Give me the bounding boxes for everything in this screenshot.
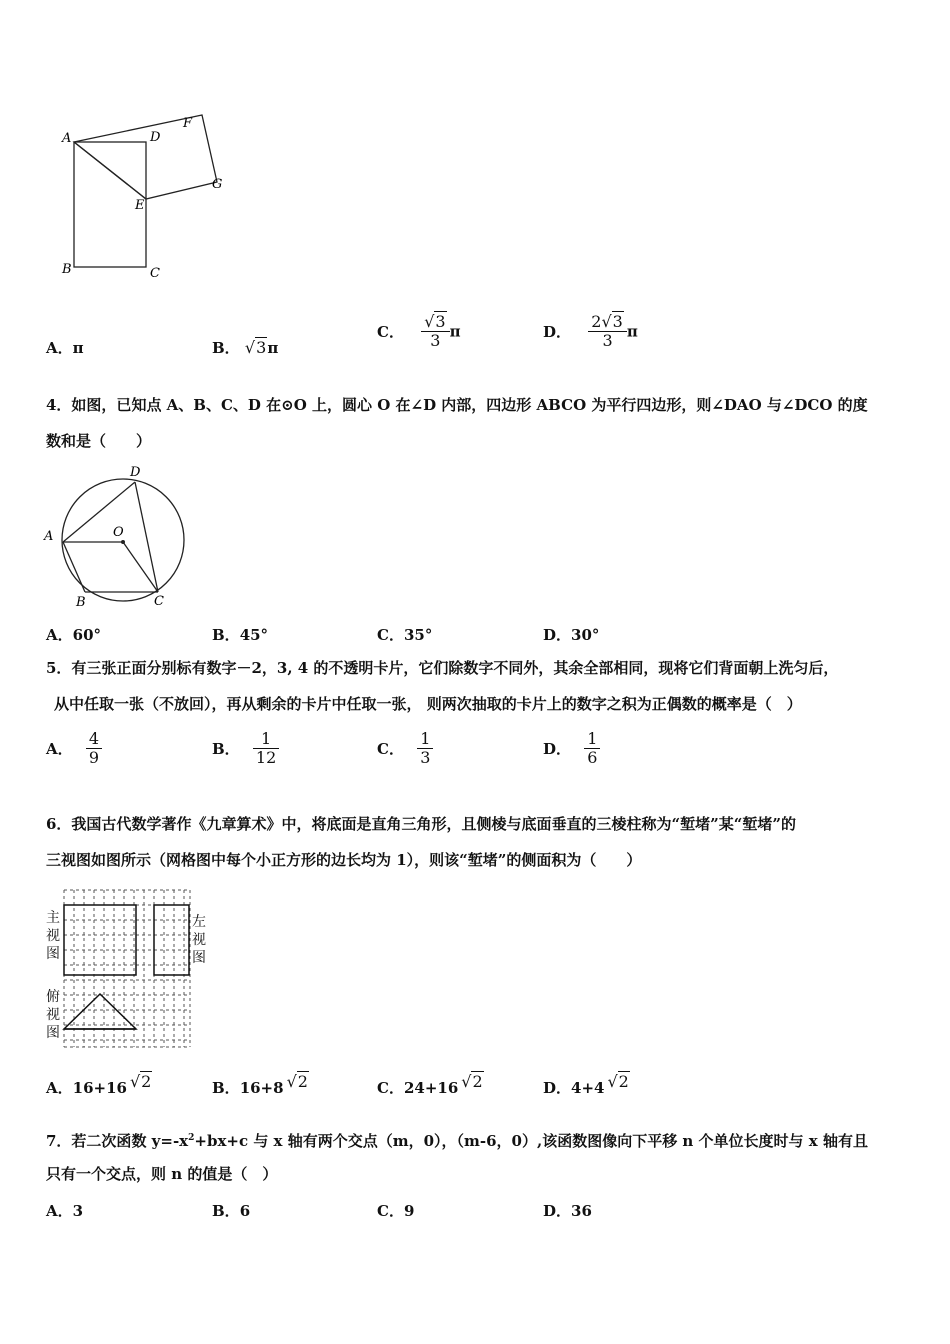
front-view-char-3: 图 bbox=[46, 946, 60, 962]
q4-option-d[interactable]: D．30° bbox=[543, 626, 600, 644]
label-C: C bbox=[150, 266, 160, 281]
label-D: D bbox=[130, 465, 141, 480]
q3-option-a[interactable]: A．π bbox=[46, 339, 84, 357]
sqrt-expression: √2 bbox=[286, 1072, 308, 1091]
q4-option-a[interactable]: A．60° bbox=[46, 626, 102, 644]
label-A: A bbox=[62, 131, 72, 146]
q6-stem-line2: 三视图如图所示（网格图中每个小正方形的边长均为 1），则该“堑堵”的侧面积为（ ） bbox=[46, 851, 642, 869]
left-view-char-2: 视 bbox=[192, 932, 206, 948]
q7-option-b[interactable]: B．6 bbox=[212, 1202, 251, 1220]
q5-option-c[interactable]: C． $\frac{1}{3}$ bbox=[377, 730, 433, 767]
q4-stem-line1: 4．如图，已知点 A、B、C、D 在⊙O 上，圆心 O 在∠D 内部，四边形 ABCO 为平行四边形，则∠DAO 与∠DCO 的度 bbox=[46, 396, 868, 414]
label-G: G bbox=[212, 177, 223, 192]
top-view-char-3: 图 bbox=[46, 1025, 60, 1041]
q3-option-c[interactable]: C． $\frac{√3}{3}$ π bbox=[377, 312, 461, 350]
q5-option-d[interactable]: D． $\frac{1}{6}$ bbox=[543, 730, 600, 767]
q5-option-b[interactable]: B． $\frac{1}{12}$ bbox=[212, 730, 279, 767]
figure-rectangle-square bbox=[40, 100, 240, 290]
q6-option-a[interactable]: A．16+16 √2 bbox=[46, 1072, 152, 1097]
q6-option-d[interactable]: D．4+4 √2 bbox=[543, 1072, 629, 1097]
label-D: D bbox=[150, 130, 161, 145]
q3-option-d[interactable]: D． $\frac{2√3}{3}$ π bbox=[543, 312, 638, 350]
q6-option-c[interactable]: C．24+16 √2 bbox=[377, 1072, 483, 1097]
left-view-char-3: 图 bbox=[192, 950, 206, 966]
sqrt-expression: √2 bbox=[461, 1072, 483, 1091]
q5-stem-line1: 5．有三张正面分别标有数字－2，3, 4 的不透明卡片，它们除数字不同外，其余全部相同，现将它们背面朝上洗匀后， bbox=[46, 659, 839, 677]
sqrt-expression: √2 bbox=[129, 1072, 152, 1091]
label-E: E bbox=[135, 198, 145, 213]
fraction: $\frac{1}{6}$ bbox=[584, 730, 600, 767]
q4-option-b[interactable]: B．45° bbox=[212, 626, 269, 644]
label-B: B bbox=[62, 262, 72, 277]
q4-stem-line2: 数和是（ ） bbox=[46, 432, 152, 450]
q7-option-c[interactable]: C．9 bbox=[377, 1202, 415, 1220]
label-A: A bbox=[44, 529, 54, 544]
fraction: $\frac{1}{12}$ bbox=[253, 730, 279, 767]
q7-stem-line1: 7．若二次函数 $y=-x^2+bx+c$ 与 x 轴有两个交点（m，0），（m-6，0）,该函数图像向下平移 n 个单位长度时与 x 轴有且 bbox=[46, 1132, 868, 1150]
left-view-char-1: 左 bbox=[192, 914, 206, 930]
q7-option-a[interactable]: A．3 bbox=[46, 1202, 84, 1220]
fraction: $\frac{1}{3}$ bbox=[417, 730, 433, 767]
fraction: $\frac{4}{9}$ bbox=[86, 730, 102, 767]
label-B: B bbox=[76, 595, 86, 610]
top-view-char-1: 俯 bbox=[46, 989, 60, 1005]
fraction: $\frac{2√3}{3}$ bbox=[588, 313, 627, 350]
q6-option-b[interactable]: B．16+8 √2 bbox=[212, 1072, 308, 1097]
sqrt-expression: √2 bbox=[607, 1072, 629, 1091]
label-F: F bbox=[183, 116, 193, 131]
figure-circle bbox=[40, 460, 200, 610]
q5-stem-line2: 从中任取一张（不放回），再从剩余的卡片中任取一张， 则两次抽取的卡片上的数字之积为正偶数的概率是（ ） bbox=[54, 695, 802, 713]
q7-option-d[interactable]: D．36 bbox=[543, 1202, 592, 1220]
q5-option-a[interactable]: A． $\frac{4}{9}$ bbox=[46, 730, 102, 767]
fraction: $\frac{√3}{3}$ bbox=[421, 313, 449, 350]
q4-option-c[interactable]: C．35° bbox=[377, 626, 433, 644]
front-view-char-2: 视 bbox=[46, 928, 60, 944]
q7-stem-line2: 只有一个交点，则 n 的值是（ ） bbox=[46, 1165, 278, 1183]
top-view-char-2: 视 bbox=[46, 1007, 60, 1023]
label-C: C bbox=[154, 594, 164, 609]
figure-three-views bbox=[42, 882, 222, 1052]
sqrt-expression: √3 bbox=[244, 338, 267, 357]
label-O: O bbox=[113, 525, 124, 540]
front-view-char-1: 主 bbox=[46, 910, 60, 926]
q6-stem-line1: 6．我国古代数学著作《九章算术》中，将底面是直角三角形，且侧棱与底面垂直的三棱柱称为“堑堵”某“堑堵”的 bbox=[46, 815, 796, 833]
q3-option-b[interactable]: B． √3π bbox=[212, 338, 279, 357]
